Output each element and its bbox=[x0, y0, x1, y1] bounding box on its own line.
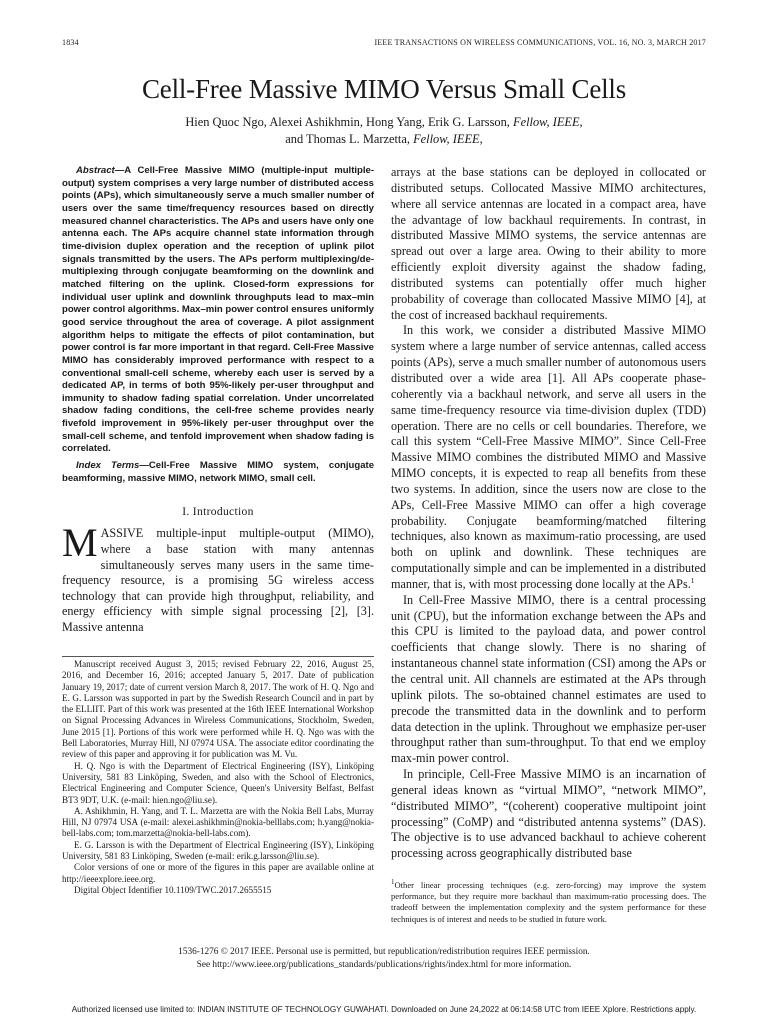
abstract-text: A Cell-Free Massive MIMO (multiple-input multiple-output) system comprises a very large number of distributed access points (APs), which simultaneously serve a much smaller number of users over the same time/frequency resources based on directly measured channel characteristics. The APs and users have only one antenna each. The APs acquire channel state information through time-division duplex operation and the reception of uplink pilot signals transmitted by the users. The APs perform multiplexing/de-multiplexing through conjugate beamforming on the downlink and matched filtering on the uplink. Closed-form expressions for individual user uplink and downlink throughputs lead to max–min power control algorithms. Max–min power control ensures uniformly good service throughout the area of coverage. A pilot assignment algorithm helps to mitigate the effects of pilot contamination, but power control is far more important in that regard. Cell-Free Massive MIMO has considerably improved performance with respect to a conventional small-cell scheme, whereby each user is served by a dedicated AP, in terms of both 95%-likely per-user throughput and immunity to shadow fading spatial correlation. Under uncorrelated shadow fading conditions, the cell-free scheme provides nearly fivefold improvement in 95%-likely per-user throughput over the small-cell scheme, and tenfold improvement when shadow fading is correlated. bbox=[62, 165, 374, 455]
copyright-line-2: See http://www.ieee.org/publications_standards/publications/rights/index.html for more information. bbox=[196, 959, 572, 970]
abstract-label: Abstract bbox=[76, 165, 115, 176]
footnote-mark: 1 bbox=[391, 878, 395, 887]
intro-paragraph bbox=[62, 520, 374, 635]
copyright-line-1: 1536-1276 © 2017 IEEE. Personal use is permitted, but republication/redistribution requires IEEE permission. bbox=[178, 947, 590, 957]
author-comma-1: , bbox=[579, 115, 583, 129]
left-column bbox=[62, 165, 374, 636]
body-paragraph-4: In principle, Cell-Free Massive MIMO is an incarnation of general ideas known as “virtual MIMO”, “network MIMO”, “distributed MIMO”, “(coherent) cooperative multipoint joint processing” (CoMP) and “distributed antenna systems” (DAS). The objective is to use advanced backhaul to achieve coherent processing across geographically distributed base bbox=[391, 767, 706, 861]
license-footer: Authorized licensed use limited to: INDIAN INSTITUTE OF TECHNOLOGY GUWAHATI. Downloaded on June 24,2022 at 06:14:58 UTC from IEEE Xplore. Restrictions apply. bbox=[71, 1005, 697, 1014]
caps-word: ASSIVE bbox=[100, 526, 144, 541]
intro-text: multiple-input multiple-output (MIMO), where a base station with many antennas simultaneously serves many users in the same time-frequency resource, is a promising 5G wireless access technology that can provide high throughput, reliability, and energy efficiency with simple signal processing [2], [3]. Massive antenna bbox=[62, 526, 374, 634]
body-paragraph-3: In Cell-Free Massive MIMO, there is a central processing unit (CPU), but the information exchange between the APs and this CPU is limited to the payload data, and power control coefficients that change slowly. There is no sharing of instantaneous channel state information (CSI) among the APs or the central unit. All channels are estimated at the APs through uplink pilots. The so-obtained channel estimates are used to precode the transmitted data in the downlink and to perform data detection in the uplink. Throughout we emphasize per-user throughput rather than sum-throughput. To that end we employ max-min power control. bbox=[391, 592, 706, 766]
author-list bbox=[0, 114, 768, 148]
footnote-ref: 1 bbox=[690, 575, 695, 585]
abstract: Abstract—A Cell-Free Massive MIMO (multiple-input multiple-output) system comprises a very large number of distributed access points (APs), which simultaneously serve a much smaller number of users over the same time/frequency resources based on directly measured channel characteristics. The APs and users have only one antenna each. The APs acquire channel state information through time-division duplex operation and the reception of uplink pilot signals transmitted by the users. The APs perform multiplexing/de-multiplexing through conjugate beamforming on the downlink and matched filtering on the uplink. Closed-form expressions for individual user uplink and downlink throughputs lead to max–min power control algorithms. Max–min power control ensures uniformly good service throughout the area of coverage. A pilot assignment algorithm helps to mitigate the effects of pilot contamination, but power control is far more important in that regard. Cell-Free Massive MIMO has considerably improved performance with respect to a conventional small-cell scheme, whereby each user is served by a dedicated AP, in terms of both 95%-likely per-user throughput and immunity to shadow fading spatial correlation. Under uncorrelated shadow fading conditions, the cell-free scheme provides nearly fivefold improvement in 95%-likely per-user throughput over the small-cell scheme, and tenfold improvement when shadow fading is correlated. bbox=[62, 165, 374, 455]
footnote-larsson: E. G. Larsson is with the Department of Electrical Engineering (ISY), Linköping University, 581 83 Linköping, Sweden (e-mail: erik.g.larsson@liu.se). bbox=[62, 839, 374, 862]
footnote-divider bbox=[62, 656, 374, 657]
footnote-doi: Digital Object Identifier 10.1109/TWC.2017.2655515 bbox=[74, 884, 272, 895]
author-suffix-1: Fellow, IEEE bbox=[513, 115, 580, 129]
author-footnotes bbox=[62, 659, 374, 896]
index-terms-text: Cell-Free Massive MIMO system, conjugate beamforming, massive MIMO, network MIMO, small cell. bbox=[62, 460, 375, 484]
body-paragraph-1: arrays at the base stations can be deployed in collocated or distributed setups. Collocated Massive MIMO architectures, where all service antennas are located in a compact area, have the advantage of low backhaul requirements. In contrast, in distributed Massive MIMO systems, the service antennas are spread out over a large area. Owing to their ability to more efficiently exploit diversity against the shadow fading, distributed systems can potentially offer much higher probability of coverage than collocated Massive MIMO [4], at the cost of increased backhaul requirements. bbox=[391, 165, 706, 322]
drop-cap: M bbox=[62, 520, 98, 566]
footnote-ngo: H. Q. Ngo is with the Department of Electrical Engineering (ISY), Linköping University, 581 83 Linköping, Sweden, and also with the School of Electronics, Electrical Engineering and Computer Science, Queen's University Belfast, Belfast BT3 9DT, U.K. (e-mail: hien.ngo@liu.se). bbox=[62, 760, 374, 805]
section-heading: I. Introduction bbox=[182, 505, 254, 519]
author-line-1 bbox=[0, 114, 768, 131]
journal-header: IEEE TRANSACTIONS ON WIRELESS COMMUNICATIONS, VOL. 16, NO. 3, MARCH 2017 bbox=[374, 38, 706, 47]
author-suffix-2: Fellow, IEEE bbox=[413, 132, 480, 146]
author-names-2: and Thomas L. Marzetta, bbox=[285, 132, 410, 146]
linear-processing-footnote bbox=[391, 880, 706, 925]
right-column bbox=[391, 165, 706, 862]
body-paragraph-2 bbox=[391, 323, 706, 592]
footnote-text: Other linear processing techniques (e.g. zero-forcing) may improve the system performance, but they require more backhaul than maximum-ratio processing does. The tradeoff between the implementation complexity and the system performance for these techniques is of interest and needs to be studied in future work. bbox=[391, 880, 706, 924]
author-names-1: Hien Quoc Ngo, Alexei Ashikhmin, Hong Yang, Erik G. Larsson, bbox=[185, 115, 510, 129]
footnote-ashikhmin: A. Ashikhmin, H. Yang, and T. L. Marzetta are with the Nokia Bell Labs, Murray Hill, NJ 07974 USA (e-mail: alexei.ashikhmin@nokia-belllabs.com; h.yang@nokia-bell-labs.com; tom.marzetta@nokia-bell-labs.com). bbox=[62, 805, 374, 839]
footnote-manuscript: Manuscript received August 3, 2015; revised February 22, 2016, August 25, 2016, and December 16, 2016; accepted January 5, 2017. Date of publication January 19, 2017; date of current version March 8, 2017. The work of H. Q. Ngo and E. G. Larsson was supported in part by the Swedish Research Council and in part by the ELLIIT. Part of this work was presented at the 16th IEEE International Workshop on Signal Processing Advances in Wireless Communications, Stockholm, Sweden, June 2015 [1]. Portions of this work were performed while H. Q. Ngo was with the Bell Laboratories, Murray Hill, NJ 07974 USA. The associate editor coordinating the review of this paper and approving it for publication was M. Vu. bbox=[62, 659, 374, 760]
index-terms-label: Index Terms bbox=[76, 460, 140, 472]
author-comma-2: , bbox=[479, 132, 483, 146]
page-number: 1834 bbox=[62, 38, 79, 47]
index-terms: Index Terms—Cell-Free Massive MIMO system, conjugate beamforming, massive MIMO, network MIMO, small cell. bbox=[62, 460, 375, 484]
paper-title: Cell-Free Massive MIMO Versus Small Cells bbox=[141, 74, 627, 104]
copyright-notice bbox=[0, 946, 768, 971]
author-line-2 bbox=[0, 131, 768, 148]
footnote-color: Color versions of one or more of the figures in this paper are available online at http://ieeexplore.ieee.org. bbox=[62, 862, 374, 884]
body-paragraph-2-text: In this work, we consider a distributed Massive MIMO system where a large number of service antennas, called access points (APs), serve a much smaller number of autonomous users distributed over a wide area [1]. All APs cooperate phase-coherently via a backhaul network, and serve all users in the same time-frequency resource via time-division duplex (TDD) operation. There are no cells or cell boundaries. Therefore, we call this system “Cell-Free Massive MIMO”. Since Cell-Free Massive MIMO combines the distributed MIMO and Massive MIMO concepts, it is expected to reap all benefits from these two systems. In addition, since the users now are close to the APs, Cell-Free Massive MIMO can offer a high coverage probability. Conjugate beamforming/matched filtering techniques, also known as maximum-ratio processing, are used both on uplink and downlink. These techniques are computationally simple and can be implemented in a distributed manner, that is, with most processing done locally at the APs. bbox=[391, 323, 706, 591]
